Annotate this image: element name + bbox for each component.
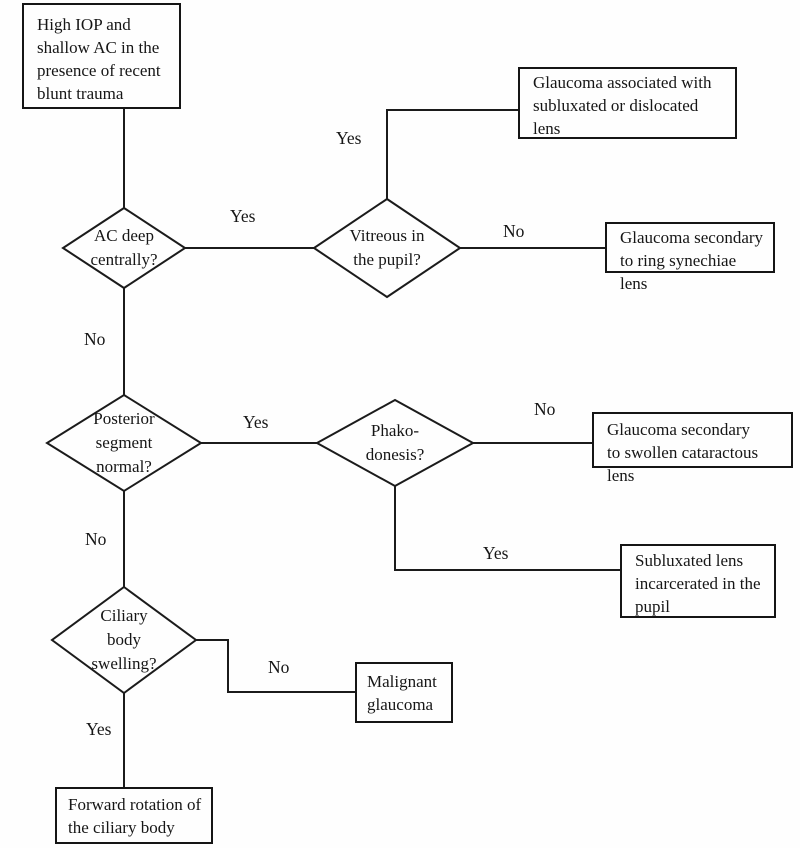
edge-label-phako-no: No	[534, 399, 556, 419]
outcome-box-ring-synechiae: Glaucoma secondary to ring synechiae lens	[605, 222, 775, 273]
edge-label-ciliary-yes: Yes	[86, 719, 112, 739]
outcome-box-cataractous-lens: Glaucoma secondary to swollen cataractous lens	[592, 412, 793, 468]
start-box: High IOP and shallow AC in the presence of recent blunt trauma	[22, 3, 181, 109]
edge-label-acdeep-yes: Yes	[230, 206, 256, 226]
edge-label-posterior-no: No	[85, 529, 107, 549]
outcome-box-dislocated-lens: Glaucoma associated with subluxated or dislocated lens	[518, 67, 737, 139]
outcome-box-subluxated-pupil: Subluxated lens incarcerated in the pupil	[620, 544, 776, 618]
edge-label-vitreous-yes: Yes	[336, 128, 362, 148]
edge-label-acdeep-no: No	[84, 329, 106, 349]
outcome-box-malignant-glaucoma: Malignant glaucoma	[355, 662, 453, 723]
edge-label-phako-yes: Yes	[483, 543, 509, 563]
connector-vitreous-yes-to-dislocated	[387, 110, 519, 199]
decision-label-ciliary: Ciliary body swelling?	[91, 606, 157, 673]
decision-label-vitreous: Vitreous in the pupil?	[349, 226, 425, 269]
edge-label-posterior-yes: Yes	[243, 412, 269, 432]
outcome-box-forward-rotation: Forward rotation of the ciliary body	[55, 787, 213, 844]
edge-label-vitreous-no: No	[503, 221, 525, 241]
edge-label-ciliary-no: No	[268, 657, 290, 677]
decision-label-posterior: Posterior segment normal?	[93, 409, 155, 476]
decision-label-phakodonesis: Phako- donesis?	[365, 421, 425, 464]
decision-label-ac-deep: AC deep centrally?	[90, 226, 158, 269]
